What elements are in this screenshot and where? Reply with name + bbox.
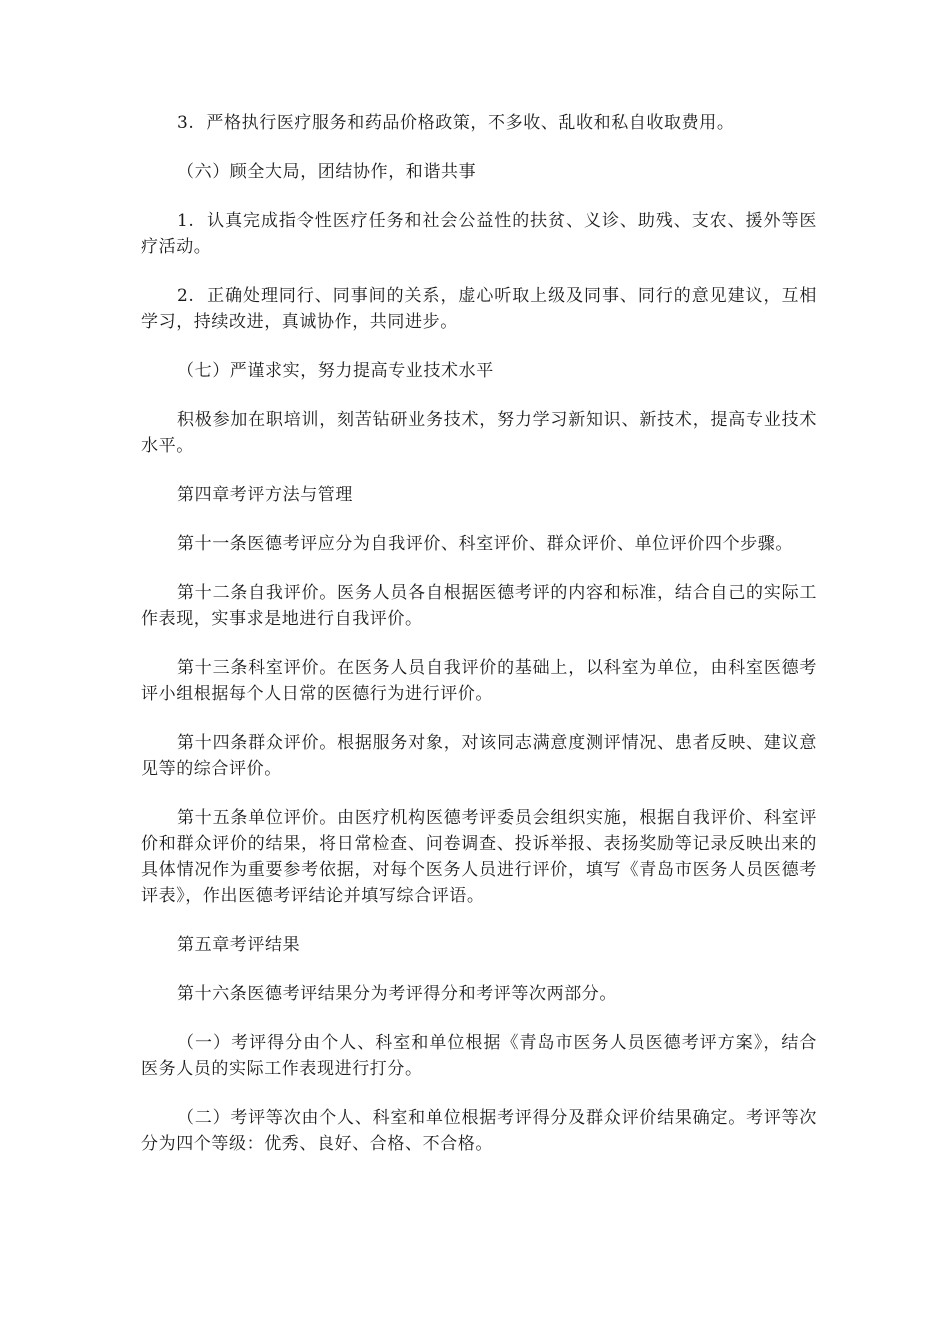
paragraph-item-1: 1. 认真完成指令性医疗任务和社会公益性的扶贫、义诊、助残、支农、援外等医疗活动。 <box>141 211 817 257</box>
article-13: 第十三条科室评价。在医务人员自我评价的基础上，以科室为单位，由科室医德考评小组根据每个人日常的医德行为进行评价。 <box>141 658 817 704</box>
article-14: 第十四条群众评价。根据服务对象，对该同志满意度测评情况、患者反映、建议意见等的综合评价。 <box>141 733 817 779</box>
article-16-item-1: （一）考评得分由个人、科室和单位根据《青岛市医务人员医德考评方案》，结合医务人员的实际工作表现进行打分。 <box>141 1033 817 1079</box>
article-11: 第十一条医德考评应分为自我评价、科室评价、群众评价、单位评价四个步骤。 <box>177 534 793 554</box>
section-heading-7: （七）严谨求实，努力提高专业技术水平 <box>177 361 494 381</box>
paragraph-training: 积极参加在职培训，刻苦钻研业务技术，努力学习新知识、新技术，提高专业技术水平。 <box>141 410 817 456</box>
article-16: 第十六条医德考评结果分为考评得分和考评等次两部分。 <box>177 984 617 1004</box>
article-16-item-2: （二）考评等次由个人、科室和单位根据考评得分及群众评价结果确定。考评等次分为四个等级：优秀、良好、合格、不合格。 <box>141 1108 817 1154</box>
paragraph-item-3: 3. 严格执行医疗服务和药品价格政策，不多收、乱收和私自收取费用。 <box>177 113 735 133</box>
section-heading-6: （六）顾全大局，团结协作，和谐共事 <box>177 162 477 182</box>
chapter-heading-4: 第四章考评方法与管理 <box>177 485 353 505</box>
document-body <box>141 110 817 1180</box>
article-12: 第十二条自我评价。医务人员各自根据医德考评的内容和标准，结合自己的实际工作表现，实事求是地进行自我评价。 <box>141 583 817 629</box>
paragraph-item-2: 2. 正确处理同行、同事间的关系，虚心听取上级及同事、同行的意见建议，互相学习，持续改进，真诚协作，共同进步。 <box>141 286 817 332</box>
article-15: 第十五条单位评价。由医疗机构医德考评委员会组织实施，根据自我评价、科室评价和群众评价的结果，将日常检查、问卷调查、投诉举报、表扬奖励等记录反映出来的具体情况作为重要参考依据，对每个医务人员进行评价，填写《青岛市医务人员医德考评表》，作出医德考评结论并填写综合评语。 <box>141 808 817 906</box>
chapter-heading-5: 第五章考评结果 <box>177 935 301 955</box>
